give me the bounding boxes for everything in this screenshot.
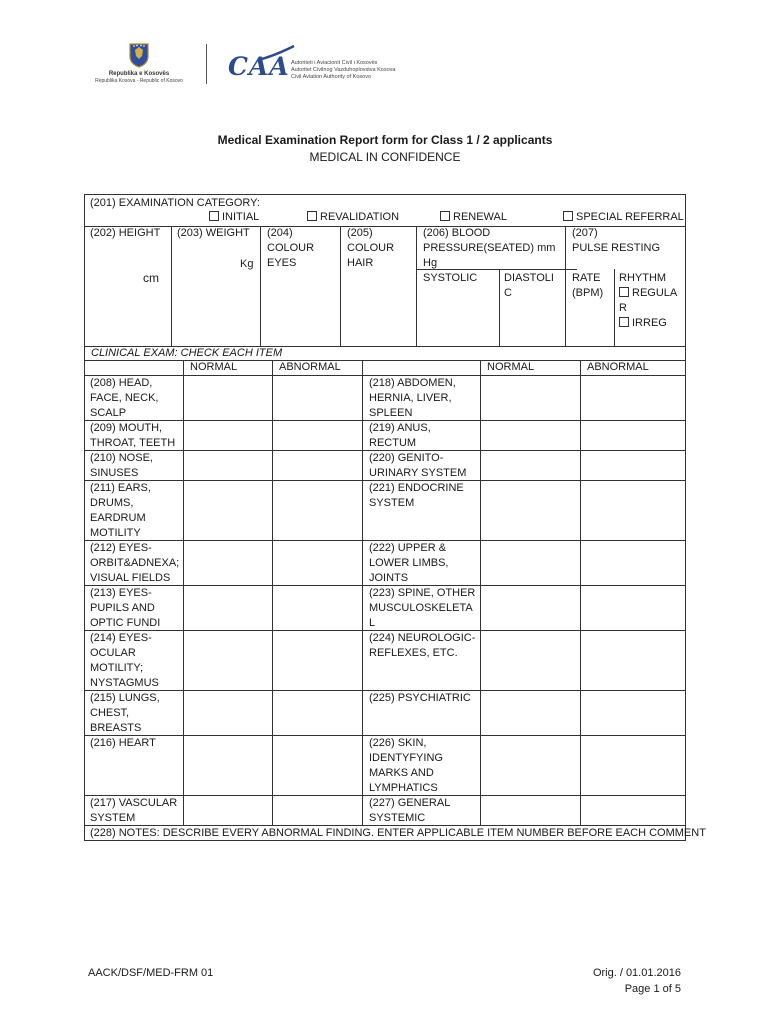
colour-hair-label: (205) COLOUR HAIR (347, 227, 395, 269)
clinical-item-left: (216) HEART (90, 737, 156, 749)
checkbox-icon[interactable] (563, 211, 573, 221)
checkbox-icon[interactable] (440, 211, 450, 221)
grid-line (499, 269, 500, 346)
rhythm-regular-label: REGULA R (619, 287, 678, 314)
weight-label: (203) WEIGHT (177, 227, 250, 239)
examination-form (84, 194, 706, 841)
checkbox-icon[interactable] (307, 211, 317, 221)
caa-line-1: Autoriteti i Aviacionit Civil i Kosovës (291, 60, 378, 66)
diastolic-label: DIASTOLI C (504, 272, 554, 299)
clinical-item-left: (210) NOSE, SINUSES (90, 452, 153, 479)
checkbox-icon[interactable] (619, 317, 629, 327)
weight-unit: Kg (240, 258, 254, 270)
rhythm-label: RHYTHM (619, 272, 667, 284)
clinical-item-left: (214) EYES- OCULAR MOTILITY; NYSTAGMUS (90, 632, 159, 689)
clinical-exam-heading: CLINICAL EXAM: CHECK EACH ITEM (91, 347, 283, 359)
rate-label: RATE (BPM) (572, 272, 604, 299)
clinical-item-left: (209) MOUTH, THROAT, TEETH (90, 422, 176, 449)
header-divider (206, 44, 207, 84)
grid-line (362, 360, 363, 825)
clinical-item-left: (211) EARS, DRUMS, EARDRUM MOTILITY (90, 482, 151, 539)
height-unit: cm (143, 271, 159, 285)
abnormal-header-left: ABNORMAL (279, 361, 341, 373)
grid-line (171, 226, 172, 346)
cat-special-label: SPECIAL REFERRAL (576, 211, 684, 223)
grid-line (183, 360, 184, 825)
document-title: Medical Examination Report form for Class 1 / 2 applicants (217, 133, 553, 147)
grid-line (480, 360, 481, 825)
kosovo-emblem-logo (88, 42, 190, 86)
clinical-item-right: (220) GENITO- URINARY SYSTEM (369, 452, 467, 479)
clinical-item-left: (217) VASCULAR SYSTEM (90, 797, 178, 824)
blood-pressure-label: (206) BLOOD PRESSURE(SEATED) mm Hg (423, 227, 556, 269)
normal-header-right: NORMAL (487, 361, 535, 373)
clinical-item-right: (222) UPPER & LOWER LIMBS, JOINTS (369, 542, 449, 584)
checkbox-icon[interactable] (209, 211, 219, 221)
rhythm-regular-option[interactable] (619, 286, 677, 316)
grid-line (272, 360, 273, 825)
clinical-item-left: (215) LUNGS, CHEST, BREASTS (90, 692, 160, 734)
document-code: AACK/DSF/MED-FRM 01 (88, 967, 214, 979)
cat-initial-option[interactable] (209, 210, 259, 225)
logo-line-2: Republika Kosova - Republic of Kosovo (95, 78, 183, 84)
clinical-item-right: (225) PSYCHIATRIC (369, 692, 471, 704)
clinical-item-right: (219) ANUS, RECTUM (369, 422, 431, 449)
clinical-item-right: (224) NEUROLOGIC- REFLEXES, ETC. (369, 632, 476, 659)
document-subtitle: MEDICAL IN CONFIDENCE (309, 150, 461, 164)
clinical-item-right: (221) ENDOCRINE SYSTEM (369, 482, 464, 509)
grid-line (614, 269, 615, 346)
cat-renewal-option[interactable] (440, 210, 507, 225)
abnormal-header-right: ABNORMAL (587, 361, 649, 373)
clinical-item-left: (213) EYES- PUPILS AND OPTIC FUNDI (90, 587, 161, 629)
colour-eyes-label: (204) COLOUR EYES (267, 227, 315, 269)
clinical-item-right: (226) SKIN, IDENTYFYING MARKS AND LYMPHATICS (369, 737, 443, 794)
caa-line-2: Autoritet Civilnog Vazduhoplovstva Kosova (291, 67, 396, 73)
normal-header-left: NORMAL (190, 361, 238, 373)
grid-line (416, 226, 417, 346)
grid-line (580, 360, 581, 825)
checkbox-icon[interactable] (619, 287, 629, 297)
cat-revalidation-label: REVALIDATION (320, 211, 400, 223)
cat-renewal-label: RENEWAL (453, 211, 507, 223)
caa-line-3: Civil Aviation Authority of Kosovo (291, 74, 371, 80)
clinical-item-left: (212) EYES- ORBIT&ADNEXA; VISUAL FIELDS (90, 542, 180, 584)
grid-line (565, 226, 566, 346)
cat-special-option[interactable] (563, 210, 684, 225)
notes-label: (228) NOTES: DESCRIBE EVERY ABNORMAL FINDING. ENTER APPLICABLE ITEM NUMBER BEFORE EACH COMMENT (90, 827, 706, 839)
page-number: Page 1 of 5 (624, 983, 681, 995)
grid-line (260, 226, 261, 346)
clinical-item-right: (218) ABDOMEN, HERNIA, LIVER, SPLEEN (369, 377, 456, 419)
cat-revalidation-option[interactable] (307, 210, 399, 225)
grid-line (340, 226, 341, 346)
height-label: (202) HEIGHT (90, 227, 161, 239)
exam-category-label: (201) EXAMINATION CATEGORY: (90, 197, 260, 209)
rhythm-irreg-option[interactable] (619, 316, 667, 331)
rhythm-irreg-label: IRREG (632, 317, 667, 329)
original-date: Orig. / 01.01.2016 (592, 967, 681, 979)
clinical-item-right: (227) GENERAL SYSTEMIC (369, 797, 451, 824)
systolic-label: SYSTOLIC (423, 272, 478, 284)
clinical-item-right: (223) SPINE, OTHER MUSCULOSKELETA L (369, 587, 476, 629)
logo-line-1: Republika e Kosovës (108, 71, 170, 77)
clinical-item-left: (208) HEAD, FACE, NECK, SCALP (90, 377, 159, 419)
caa-logo: CAA (228, 52, 290, 81)
pulse-label: (207) PULSE RESTING (572, 227, 661, 254)
caa-logo-text (291, 60, 395, 81)
cat-initial-label: INITIAL (222, 211, 260, 223)
coat-of-arms-icon (128, 42, 150, 68)
